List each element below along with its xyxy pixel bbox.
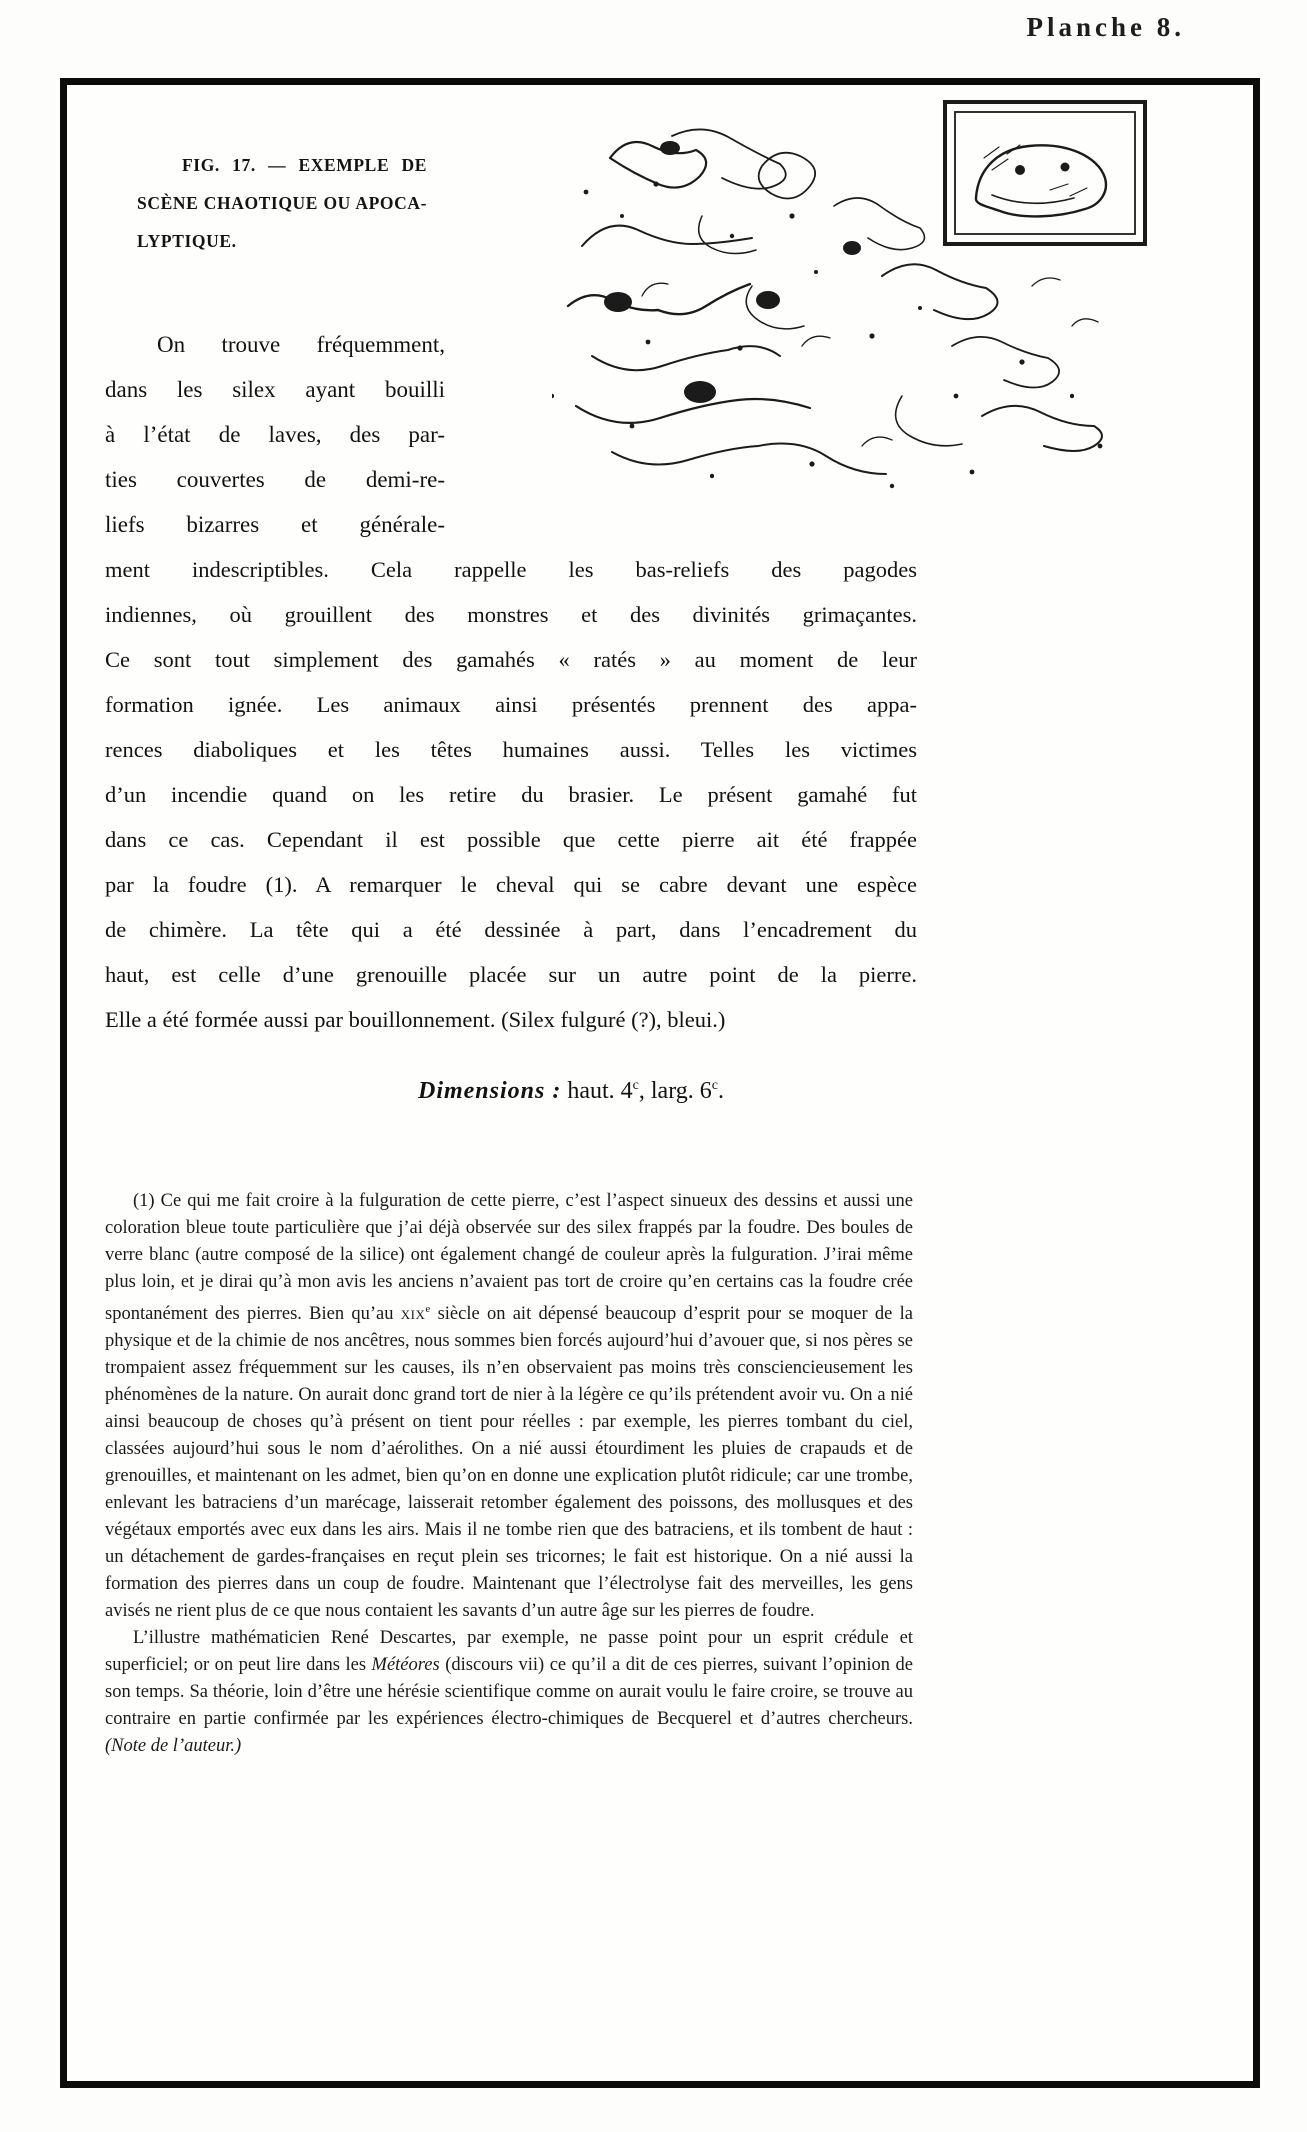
dimensions-value: , larg. 6 (638, 1078, 712, 1104)
text-line: par la foudre (1). A remarquer le cheval qui se cabre devant une espèce (105, 872, 917, 897)
text-line: rences diaboliques et les têtes humaines aussi. Telles les victimes (105, 737, 917, 762)
caption-line: LYPTIQUE. (137, 231, 237, 251)
text-line: formation ignée. Les animaux ainsi présentés prennent des appa- (105, 692, 917, 717)
dimensions-value: . (718, 1078, 724, 1104)
footnote-text: (1) Ce qui me fait croire à la fulguration de cette pierre, c’est l’aspect sinueux des dessins et aussi une coloration bleue toute particulière que j’ai déjà observée sur des silex frappés par la foudre. Des boules de verre blanc (autre composé de la silice) ont également changé de couleur après la fulguration. J’irai même plus loin, et je dirai qu’à mon avis les anciens n’avaient pas tort de croire qu’en certains cas la foudre crée spontanément des pierres. Bien qu’au (105, 1191, 913, 1325)
footnote-author-note: (Note de l’auteur.) (105, 1736, 242, 1757)
dimensions-value: haut. 4 (561, 1078, 633, 1104)
footnote-paragraph-2 (105, 1625, 913, 1760)
footnote-book-title: Météores (371, 1655, 440, 1676)
text-line: à l’état de laves, des par- (105, 422, 445, 447)
footnote-text: L’illustre mathématicien René Descartes, par exemple, ne passe point pour un esprit crédule et superficiel; or on peut lire dans les (105, 1628, 913, 1676)
dimensions-unit-sup: c (711, 1078, 718, 1093)
text-line: ment indescriptibles. Cela rappelle les bas-reliefs des pagodes (105, 557, 917, 582)
text-line: ties couvertes de demi-re- (105, 467, 445, 492)
figure-engraving (552, 95, 1150, 507)
footnote-block (105, 1188, 913, 1760)
text-line: On trouve fréquemment, (157, 332, 445, 357)
chaotic-strokes (568, 129, 1102, 474)
stipple-dots (552, 181, 1102, 488)
figure-caption (137, 146, 427, 260)
text-line: d’un incendie quand on les retire du brasier. Le présent gamahé fut (105, 782, 917, 807)
text-line: de chimère. La tête qui a été dessinée à part, dans l’encadrement du (105, 917, 917, 942)
footnote-text: (discours vii) ce qu’il a dit de ces pierres, suivant l’opinion de son temps. Sa théorie, loin d’être une hérésie scientifique comme on aurait voulu le faire croire, se trouve au contraire en partie confirmée par les expériences électro-chimiques de Becquerel et d’autres chercheurs. (105, 1655, 914, 1730)
footnote-paragraph-1 (105, 1188, 913, 1625)
footnote-century: xix (400, 1304, 426, 1325)
text-line: Ce sont tout simplement des gamahés « ratés » au moment de leur (105, 647, 917, 672)
text-line: Elle a été formée aussi par bouillonnement. (Silex fulguré (?), bleui.) (105, 1007, 726, 1032)
text-line: haut, est celle d’une grenouille placée sur un autre point de la pierre. (105, 962, 917, 987)
text-line: liefs bizarres et générale- (105, 512, 445, 537)
footnote-text: siècle on ait dépensé beaucoup d’esprit pour se moquer de la physique et de la chimie de nos ancêtres, nous sommes bien forcés aujourd’hui d’avouer que, si nos pères se trompaient assez fréquemment sur les causes, ils n’en observaient pas moins très consciencieusement les phénomènes de la nature. On aurait donc grand tort de nier à la légère ce qu’ils prétendent avoir vu. On a nié ainsi beaucoup de choses qu’à présent on tient pour réelles : par exemple, les pierres tombant du ciel, classées aujourd’hui sous le nom d’aérolithes. On a nié aussi étourdiment les pluies de crapauds et de grenouilles, et maintenant on les admet, bien qu’on en donne une explication plutôt ridicule; car une trombe, enlevant les batraciens d’un marécage, laisserait retomber également des poissons, des mollusques et des végétaux emportés avec eux dans les airs. Mais il ne tombe rien que des batraciens, et ils tombent de haut : un détachement de gardes-françaises en reçut plein ses tricornes; le fait est historique. On a nié aussi la formation des pierres dans un coup de foudre. Maintenant que l’électrolyse fait des merveilles, les gens avisés ne rient plus de ce que nous contaient les savants d’un autre âge sur les pierres de foudre. (105, 1304, 913, 1622)
caption-line: FIG. 17. — EXEMPLE DE (182, 155, 427, 175)
plate-number-header: Planche 8. (1026, 12, 1185, 42)
footnote-century-sup: e (425, 1303, 431, 1315)
dimensions-unit-sup: c (632, 1078, 639, 1093)
dimensions-line (105, 1078, 917, 1105)
caption-line: SCÈNE CHAOTIQUE OU APOCA- (137, 193, 427, 213)
dimensions-label: Dimensions : (417, 1078, 562, 1104)
body-paragraph-narrow (105, 322, 445, 547)
text-line: dans ce cas. Cependant il est possible que cette pierre ait été frappée (105, 827, 917, 852)
text-line: indiennes, où grouillent des monstres et des divinités grimaçantes. (105, 602, 917, 627)
text-line: dans les silex ayant bouilli (105, 377, 445, 402)
body-paragraph-wide (105, 547, 917, 1042)
frog-head-inset (945, 102, 1145, 244)
